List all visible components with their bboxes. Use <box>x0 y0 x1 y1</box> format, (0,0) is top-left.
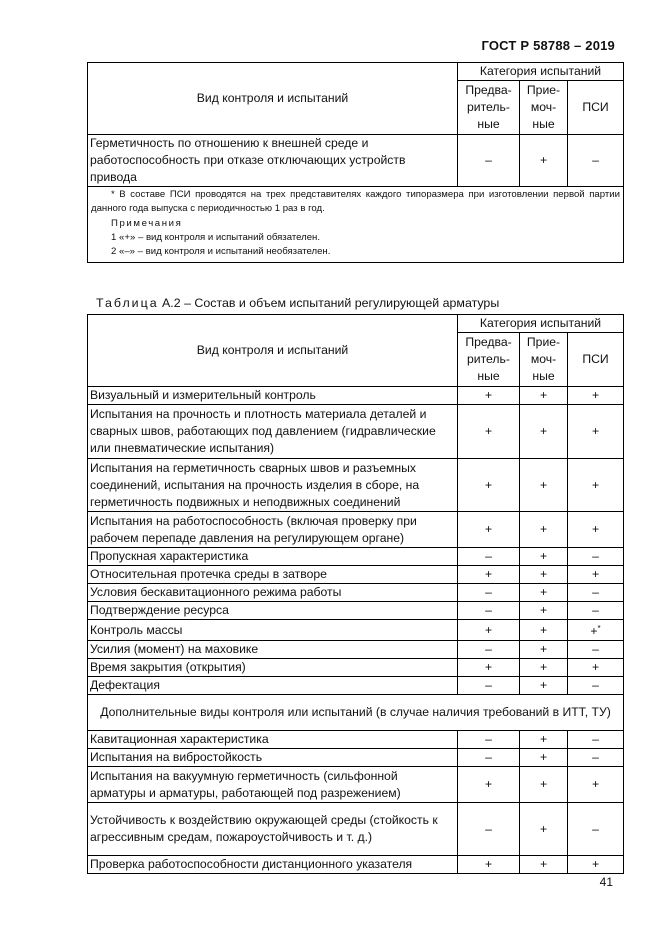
tests-table-continuation <box>87 62 624 263</box>
preliminary-mark: – <box>458 641 520 659</box>
page-number: 41 <box>599 875 613 889</box>
table-row <box>88 767 624 803</box>
psi-mark: – <box>568 584 624 602</box>
psi-mark: + <box>568 459 624 512</box>
test-name-cell: Пропускная характеристика <box>88 548 458 566</box>
column-header-test-category: Категория испытаний <box>458 63 624 81</box>
table-row <box>88 548 624 566</box>
acceptance-mark: + <box>520 135 568 187</box>
acceptance-mark: + <box>520 387 568 405</box>
test-name-cell: Испытания на вибростойкость <box>88 749 458 767</box>
table-row <box>88 641 624 659</box>
acceptance-mark: + <box>520 584 568 602</box>
acceptance-mark: + <box>520 566 568 584</box>
column-header-test-category: Категория испытаний <box>458 315 624 333</box>
table-footnote <box>88 187 624 263</box>
note-2: 2 «–» – вид контроля и испытаний необязателен. <box>111 246 331 257</box>
table-row <box>88 659 624 677</box>
table-row <box>88 387 624 405</box>
psi-mark: – <box>568 602 624 620</box>
footnote-star: * В составе ПСИ проводятся на трех представителях каждого типоразмера при изготовлении первой партии данного года выпуска с периодичностью 1 раз в год. <box>91 189 620 214</box>
column-header-psi: ПСИ <box>568 333 624 387</box>
column-header-psi: ПСИ <box>568 81 624 135</box>
test-name-cell: Усилия (момент) на маховике <box>88 641 458 659</box>
test-name-cell: Проверка работоспособности дистанционного указателя <box>88 856 458 874</box>
table-row <box>88 677 624 695</box>
psi-mark: + <box>568 856 624 874</box>
table-row <box>88 749 624 767</box>
preliminary-mark: – <box>458 803 520 856</box>
acceptance-mark: + <box>520 620 568 641</box>
preliminary-mark: + <box>458 767 520 803</box>
preliminary-mark: + <box>458 659 520 677</box>
test-name-cell: Контроль массы <box>88 620 458 641</box>
table-row <box>88 135 624 187</box>
column-header-acceptance: Прие- моч- ные <box>520 81 568 135</box>
table-row <box>88 620 624 641</box>
acceptance-mark: + <box>520 459 568 512</box>
psi-mark: – <box>568 135 624 187</box>
psi-mark: + <box>568 767 624 803</box>
acceptance-mark: + <box>520 405 568 459</box>
test-name-cell: Условия бескавитационного режима работы <box>88 584 458 602</box>
table-caption <box>96 296 499 310</box>
column-header-test-type: Вид контроля и испытаний <box>88 63 458 135</box>
psi-mark: +* <box>568 620 624 641</box>
acceptance-mark: + <box>520 856 568 874</box>
table-row <box>88 856 624 874</box>
acceptance-mark: + <box>520 548 568 566</box>
additional-tests-header: Дополнительные виды контроля или испытаний (в случае наличия требований в ИТТ, ТУ) <box>88 695 624 731</box>
caption-prefix: Таблица <box>96 296 159 310</box>
table-row <box>88 602 624 620</box>
psi-mark: + <box>568 566 624 584</box>
note-1: 1 «+» – вид контроля и испытаний обязателен. <box>111 232 321 243</box>
regulating-valve-tests-table <box>87 314 624 874</box>
preliminary-mark: + <box>458 566 520 584</box>
test-name-cell: Относительная протечка среды в затворе <box>88 566 458 584</box>
column-header-acceptance: Прие- моч- ные <box>520 333 568 387</box>
acceptance-mark: + <box>520 677 568 695</box>
notes-title: Примечания <box>111 218 183 229</box>
acceptance-mark: + <box>520 803 568 856</box>
preliminary-mark: + <box>458 512 520 548</box>
test-name-cell: Визуальный и измерительный контроль <box>88 387 458 405</box>
test-name-cell: Герметичность по отношению к внешней среде и работоспособность при отказе отключающих устройств привода <box>88 135 458 187</box>
table-row <box>88 803 624 856</box>
psi-mark: – <box>568 803 624 856</box>
preliminary-mark: – <box>458 677 520 695</box>
column-header-preliminary: Предва- ритель- ные <box>458 333 520 387</box>
test-name-cell: Дефектация <box>88 677 458 695</box>
preliminary-mark: – <box>458 731 520 749</box>
preliminary-mark: – <box>458 602 520 620</box>
test-name-cell: Устойчивость к воздействию окружающей среды (стойкость к агрессивным средам, пожароустойчивость и т. д.) <box>88 803 458 856</box>
document-header: ГОСТ Р 58788 – 2019 <box>481 38 615 53</box>
psi-mark: – <box>568 749 624 767</box>
psi-mark: + <box>568 659 624 677</box>
table-row <box>88 566 624 584</box>
column-header-test-type: Вид контроля и испытаний <box>88 315 458 387</box>
preliminary-mark: + <box>458 620 520 641</box>
table-row <box>88 512 624 548</box>
test-name-cell: Подтверждение ресурса <box>88 602 458 620</box>
acceptance-mark: + <box>520 602 568 620</box>
preliminary-mark: + <box>458 856 520 874</box>
acceptance-mark: + <box>520 512 568 548</box>
preliminary-mark: – <box>458 135 520 187</box>
psi-mark: – <box>568 677 624 695</box>
table-row <box>88 584 624 602</box>
column-header-preliminary: Предва- ритель- ные <box>458 81 520 135</box>
table-row <box>88 731 624 749</box>
test-name-cell: Испытания на работоспособность (включая проверку при рабочем перепаде давления на регулирующем органе) <box>88 512 458 548</box>
preliminary-mark: + <box>458 459 520 512</box>
test-name-cell: Кавитационная характеристика <box>88 731 458 749</box>
acceptance-mark: + <box>520 641 568 659</box>
psi-mark: + <box>568 405 624 459</box>
preliminary-mark: + <box>458 387 520 405</box>
test-name-cell: Испытания на прочность и плотность материала деталей и сварных швов, работающих под давлением (гидравлические или пневматические испытания) <box>88 405 458 459</box>
acceptance-mark: + <box>520 767 568 803</box>
psi-mark: – <box>568 548 624 566</box>
acceptance-mark: + <box>520 749 568 767</box>
test-name-cell: Время закрытия (открытия) <box>88 659 458 677</box>
acceptance-mark: + <box>520 659 568 677</box>
preliminary-mark: – <box>458 548 520 566</box>
psi-mark: – <box>568 641 624 659</box>
psi-mark: + <box>568 512 624 548</box>
test-name-cell: Испытания на герметичность сварных швов и разъемных соединений, испытания на прочность изделия в сборе, на герметичность подвижных и неподвижных соединений <box>88 459 458 512</box>
table-row <box>88 459 624 512</box>
footnote-marker: * <box>597 624 601 633</box>
test-name-cell: Испытания на вакуумную герметичность (сильфонной арматуры и арматуры, работающей под разрежением) <box>88 767 458 803</box>
psi-mark: + <box>568 387 624 405</box>
preliminary-mark: – <box>458 749 520 767</box>
acceptance-mark: + <box>520 731 568 749</box>
table-row <box>88 405 624 459</box>
preliminary-mark: – <box>458 584 520 602</box>
psi-mark: – <box>568 731 624 749</box>
caption-text: А.2 – Состав и объем испытаний регулирующей арматуры <box>158 296 500 310</box>
preliminary-mark: + <box>458 405 520 459</box>
